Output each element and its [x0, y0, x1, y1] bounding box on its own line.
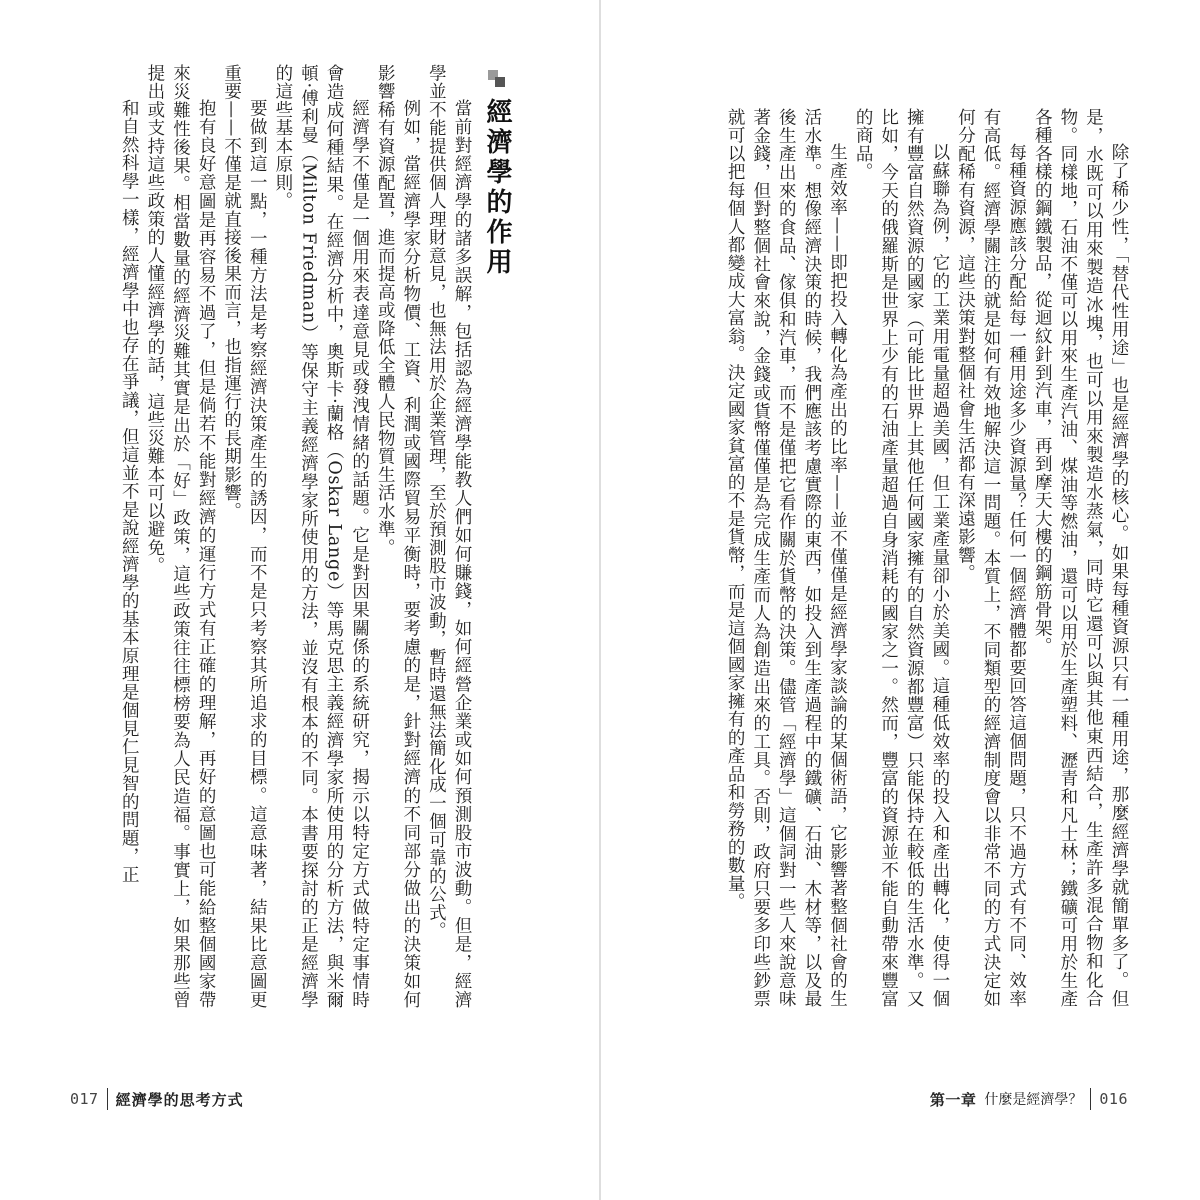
- chapter-title: 什麼是經濟學？: [984, 1092, 1083, 1108]
- left-body-text: [66, 64, 474, 1009]
- left-page: [0, 0, 599, 1200]
- paragraph: 每種資源應該分配給每一種用途多少資源量？任何一個經濟體都要回答這個問題，只不過方式有不同、效率有高低。經濟學關注的就是如何有效地解決這一問題。本質上，不同類型的經濟制度會以非常不同的方式決定如何分配稀有資源，這些決策對整個社會生活都有深遠影響。: [955, 108, 1027, 1008]
- section-marker-icon: [488, 70, 506, 88]
- chapter-label: 第一章: [929, 1090, 977, 1109]
- footer-divider: [107, 1088, 108, 1110]
- right-page: [601, 0, 1200, 1200]
- paragraph: 以蘇聯為例，它的工業用電量超過美國，但工業產量卻小於美國。這種低效率的投入和產出轉化，使得一個擁有豐富自然資源的國家（可能比世界上其他任何國家擁有的自然資源都豐富）只能保持在較低的生活水準。又比如，今天的俄羅斯是世界上少有的石油產量超過自身消耗的國家之一。然而，豐富的資源並不能自動帶來豐富的商品。: [853, 108, 950, 1008]
- paragraph: 生產效率——即把投入轉化為產出的比率——並不僅僅是經濟學家談論的某個術語，它影響著整個社會的生活水準。想像經濟決策的時候，我們應該考慮實際的東西，如投入到生產過程中的鐵礦、石油、木材等，以及最後生產出來的食品、傢俱和汽車，而不是僅把它看作關於貨幣的決策。儘管「經濟學」這個詞對一些人來說意味著金錢，但對整個社會來說，金錢或貨幣僅僅是為完成生產而人為創造出來的工具。否則，政府只要多印些鈔票就可以把每個人都變成大富翁。決定國家貧富的不是貨幣，而是這個國家擁有的產品和勞務的數量。: [725, 108, 848, 1008]
- left-footer: [70, 1084, 244, 1114]
- paragraph: 當前對經濟學的諸多誤解，包括認為經濟學能教人們如何賺錢，如何經營企業或如何預測股市波動。但是，經濟學並不能提供個人理財意見，也無法用於企業管理，至於預測股市波動，暫時還無法簡化成一個可靠的公式。: [426, 64, 472, 1009]
- section-heading: 經濟學的作用: [482, 98, 512, 278]
- paragraph: 要做到這一點，一種方法是考察經濟決策產生的誘因，而不是只考察其所追求的目標。這意味著，結果比意圖更重要——不僅是就直接後果而言，也指運行的長期影響。: [221, 64, 268, 1009]
- paragraph: 經濟學不僅是一個用來表達意見或發洩情緒的話題。它是對因果關係的系統研究，揭示以特定方式做特定事情時會造成何種結果。在經濟分析中，奧斯卡·蘭格（Oskar Lange）等馬克思主義經濟學家所使用的分析方法，與米爾頓·傅利曼（Milton Friedman）等保守主義經濟學家所使用的方法，並沒有根本的不同。本書要探討的正是經濟學的這些基本原則。: [272, 64, 370, 1009]
- page-number: 016: [1099, 1090, 1128, 1108]
- paragraph: 抱有良好意圖是再容易不過了，但是倘若不能對經濟的運行方式有正確的理解，再好的意圖也可能給整個國家帶來災難性後果。相當數量的經濟災難其實是出於「好」政策，這些政策往往標榜要為人民造福。事實上，如果那些曾提出或支持這些政策的人懂經濟學的話，這些災難本可以避免。: [144, 64, 217, 1009]
- book-title: 經濟學的思考方式: [115, 1090, 244, 1109]
- paragraph: 例如，當經濟學家分析物價、工資、利潤或國際貿易平衡時，要考慮的是，針對經濟的不同部分做出的決策如何影響稀有資源配置，進而提高或降低全體人民物質生活水準。: [375, 64, 421, 1009]
- right-body-text: [691, 108, 1131, 1008]
- paragraph: 和自然科學一樣，經濟學中也存在爭議，但這並不是說經濟學的基本原理是個見仁見智的問題，正: [119, 99, 140, 884]
- section-heading-block: [480, 70, 520, 330]
- paragraph: 除了稀少性，「替代性用途」也是經濟學的核心。如果每種資源只有一種用途，那麼經濟學就簡單多了。但是，水既可以用來製造冰塊，也可以用來製造水蒸氣，同時它還可以與其他東西結合，生產許多混合物和化合物。同樣地，石油不僅可以用來生產汽油、煤油等燃油，還可以用於生產塑料、瀝青和凡士林；鐵礦可用於生產各種各樣的鋼鐵製品，從迴紋針到汽車，再到摩天大樓的鋼筋骨架。: [1032, 108, 1129, 1008]
- footer-divider: [1090, 1088, 1091, 1110]
- page-number: 017: [70, 1090, 99, 1108]
- right-footer: [930, 1084, 1128, 1114]
